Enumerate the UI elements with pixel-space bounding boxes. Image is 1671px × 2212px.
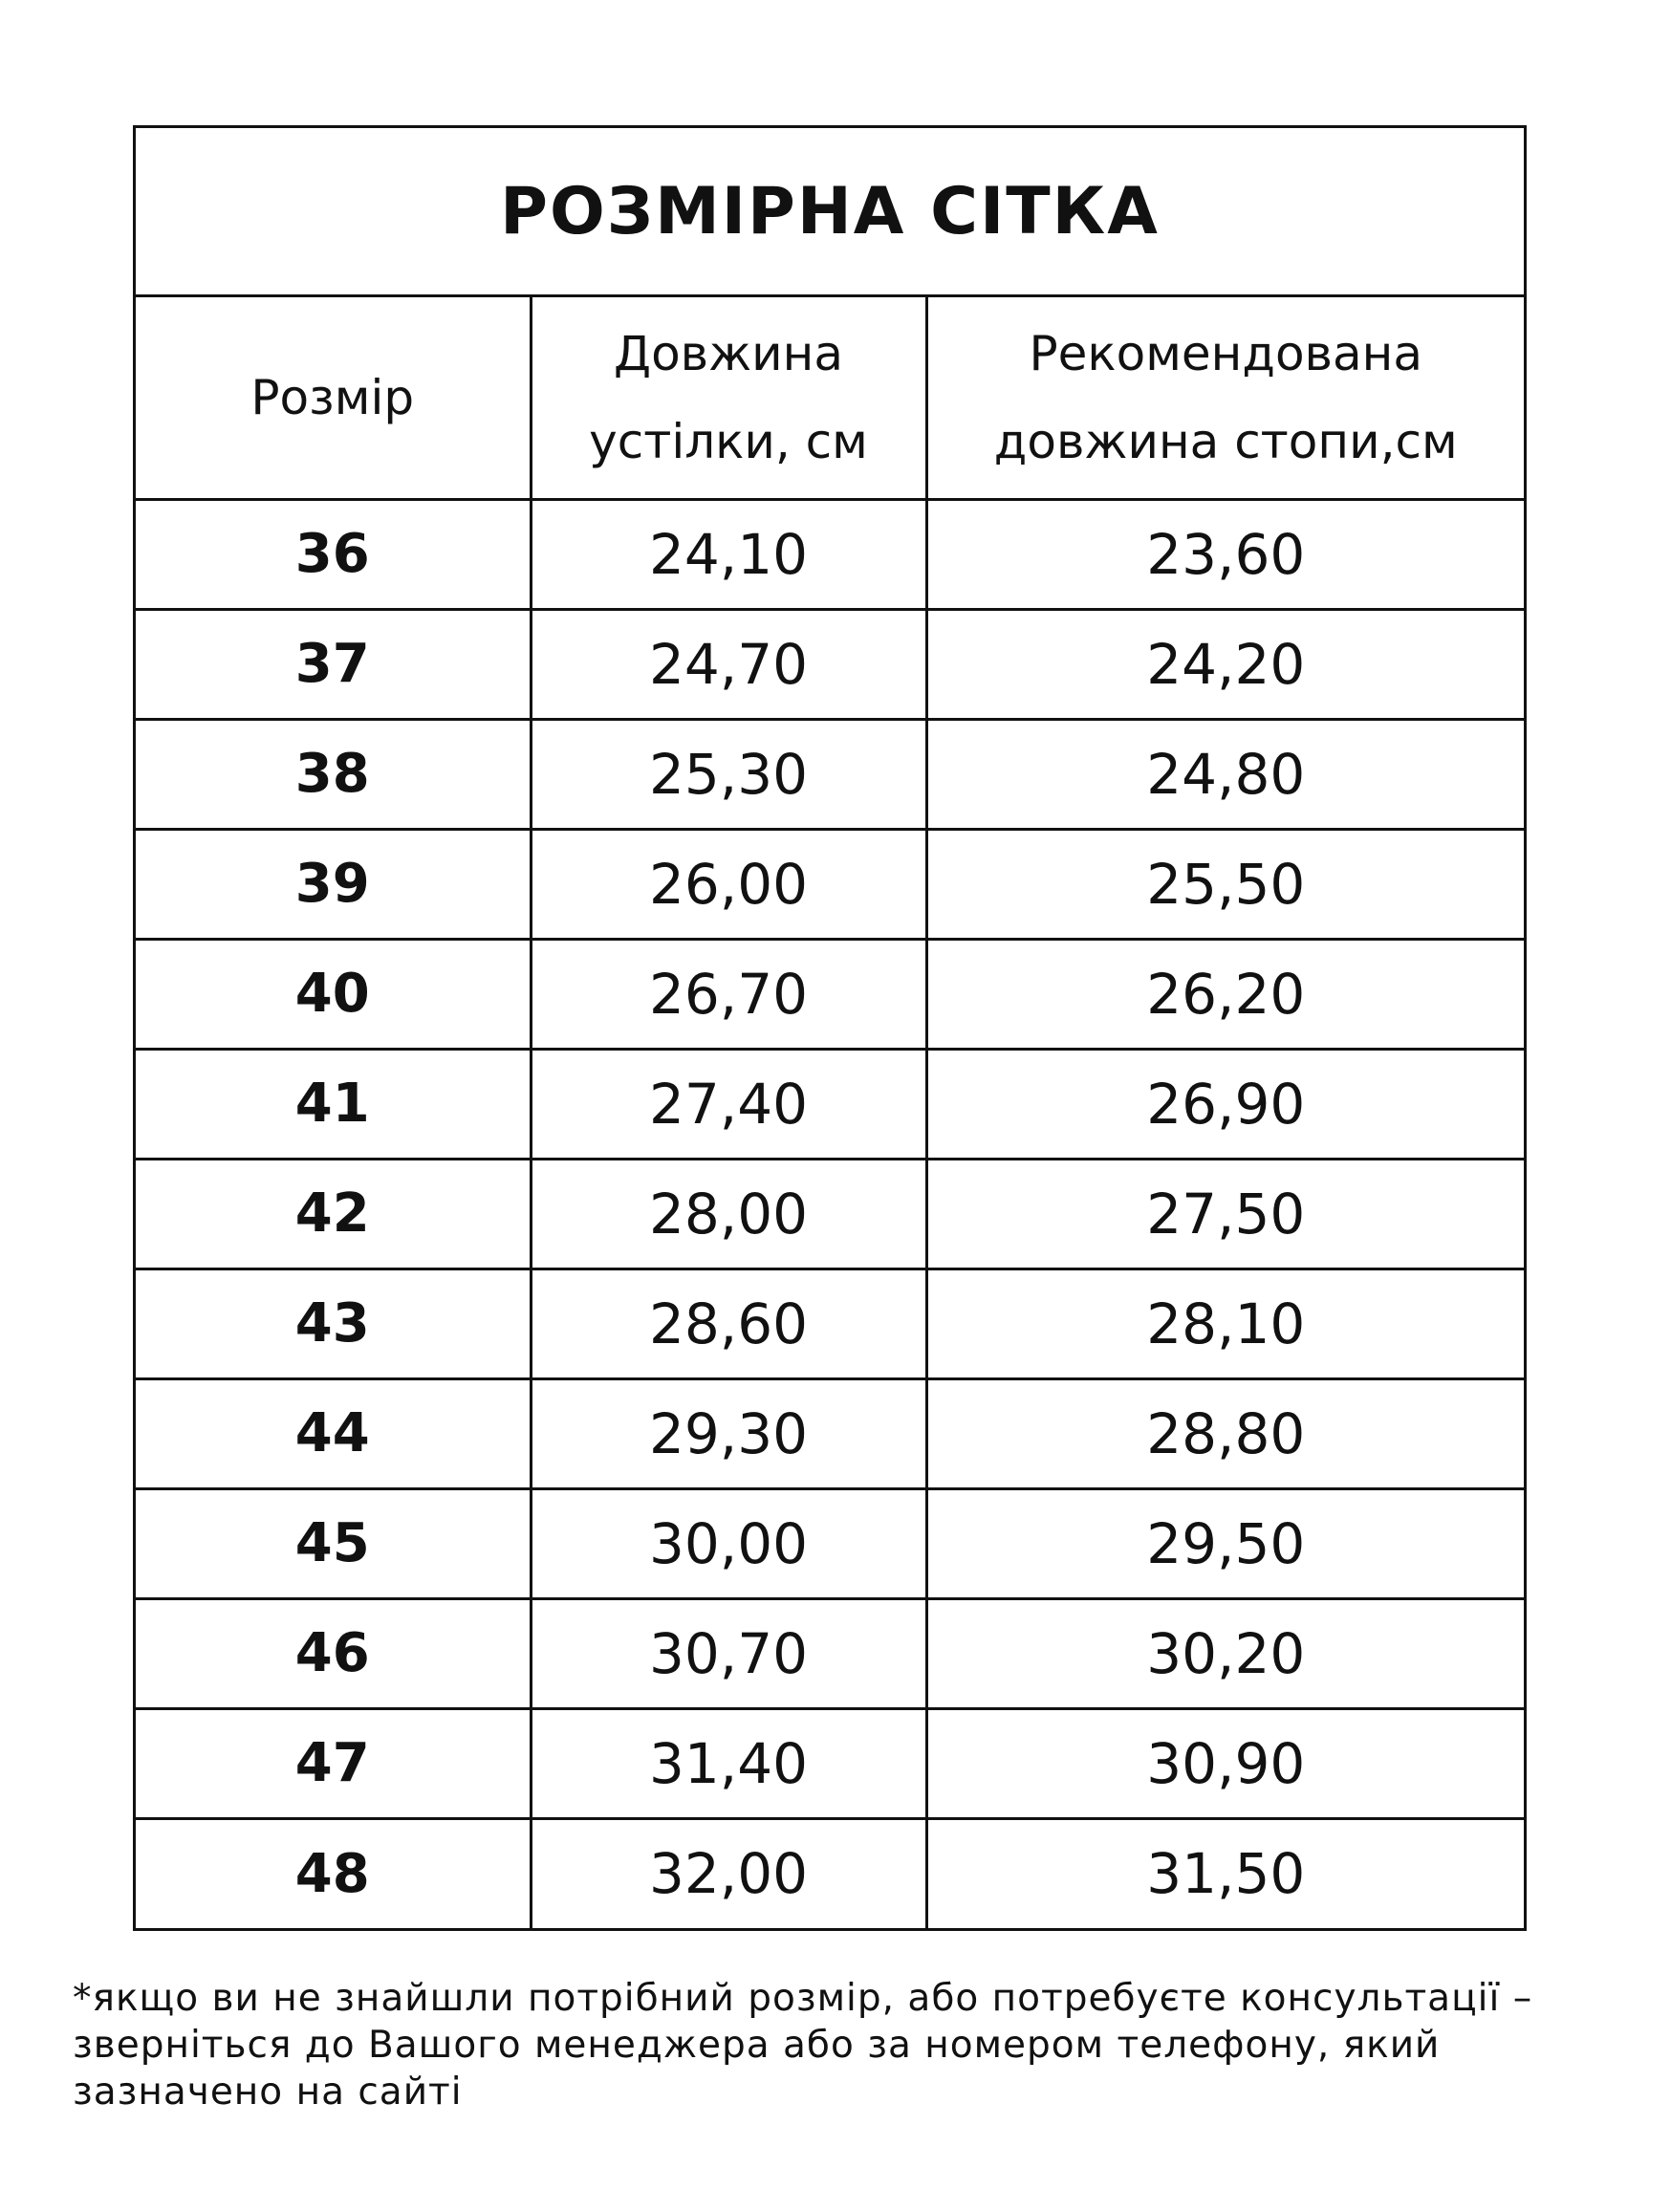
foot-length-cell: 24,20 bbox=[926, 609, 1524, 719]
size-chart-title: РОЗМІРНА СІТКА bbox=[500, 173, 1160, 249]
size-cell: 38 bbox=[136, 719, 531, 829]
table-row bbox=[136, 609, 1524, 719]
size-cell: 37 bbox=[136, 609, 531, 719]
footnote-line: зазначено на сайті bbox=[73, 2071, 463, 2114]
size-chart bbox=[133, 125, 1527, 1931]
size-cell: 47 bbox=[136, 1708, 531, 1818]
size-cell: 39 bbox=[136, 829, 531, 939]
size-cell: 46 bbox=[136, 1598, 531, 1708]
foot-length-cell: 28,80 bbox=[926, 1378, 1524, 1488]
size-cell: 42 bbox=[136, 1159, 531, 1269]
foot-length-cell: 26,90 bbox=[926, 1049, 1524, 1159]
size-cell: 48 bbox=[136, 1818, 531, 1928]
foot-length-cell: 27,50 bbox=[926, 1159, 1524, 1269]
table-row bbox=[136, 1159, 1524, 1269]
insole-length-cell: 27,40 bbox=[531, 1049, 926, 1159]
table-row bbox=[136, 1708, 1524, 1818]
insole-length-cell: 28,60 bbox=[531, 1269, 926, 1378]
size-table bbox=[136, 297, 1524, 1928]
footnote-line: зверніться до Вашого менеджера або за номером телефону, який bbox=[73, 2024, 1441, 2067]
foot-length-cell: 25,50 bbox=[926, 829, 1524, 939]
foot-length-cell: 30,90 bbox=[926, 1708, 1524, 1818]
foot-length-cell: 23,60 bbox=[926, 499, 1524, 609]
foot-length-cell: 30,20 bbox=[926, 1598, 1524, 1708]
insole-length-cell: 24,10 bbox=[531, 499, 926, 609]
table-row bbox=[136, 1269, 1524, 1378]
table-row bbox=[136, 1378, 1524, 1488]
table-row bbox=[136, 1049, 1524, 1159]
insole-length-cell: 30,00 bbox=[531, 1488, 926, 1598]
size-cell: 41 bbox=[136, 1049, 531, 1159]
table-row bbox=[136, 939, 1524, 1049]
insole-length-cell: 30,70 bbox=[531, 1598, 926, 1708]
table-row bbox=[136, 1598, 1524, 1708]
title-row bbox=[136, 128, 1524, 297]
insole-length-cell: 29,30 bbox=[531, 1378, 926, 1488]
footnote-line: *якщо ви не знайшли потрібний розмір, або потребуєте консультації – bbox=[73, 1977, 1533, 2020]
size-cell: 40 bbox=[136, 939, 531, 1049]
foot-length-cell: 29,50 bbox=[926, 1488, 1524, 1598]
size-cell: 45 bbox=[136, 1488, 531, 1598]
footnote bbox=[73, 1975, 1602, 2115]
foot-length-cell: 24,80 bbox=[926, 719, 1524, 829]
foot-length-cell: 28,10 bbox=[926, 1269, 1524, 1378]
table-row bbox=[136, 829, 1524, 939]
column-header-size: Розмір bbox=[136, 297, 531, 499]
size-cell: 36 bbox=[136, 499, 531, 609]
table-row bbox=[136, 719, 1524, 829]
table-row bbox=[136, 1488, 1524, 1598]
table-row bbox=[136, 1818, 1524, 1928]
size-cell: 43 bbox=[136, 1269, 531, 1378]
size-cell: 44 bbox=[136, 1378, 531, 1488]
insole-length-cell: 25,30 bbox=[531, 719, 926, 829]
insole-length-cell: 26,70 bbox=[531, 939, 926, 1049]
insole-length-cell: 32,00 bbox=[531, 1818, 926, 1928]
insole-length-cell: 26,00 bbox=[531, 829, 926, 939]
insole-length-cell: 24,70 bbox=[531, 609, 926, 719]
insole-length-cell: 31,40 bbox=[531, 1708, 926, 1818]
foot-length-cell: 31,50 bbox=[926, 1818, 1524, 1928]
table-header-row bbox=[136, 297, 1524, 499]
insole-length-cell: 28,00 bbox=[531, 1159, 926, 1269]
table-row bbox=[136, 499, 1524, 609]
foot-length-cell: 26,20 bbox=[926, 939, 1524, 1049]
column-header-insole-length: Довжина устілки, см bbox=[531, 297, 926, 499]
column-header-foot-length: Рекомендована довжина стопи,см bbox=[926, 297, 1524, 499]
